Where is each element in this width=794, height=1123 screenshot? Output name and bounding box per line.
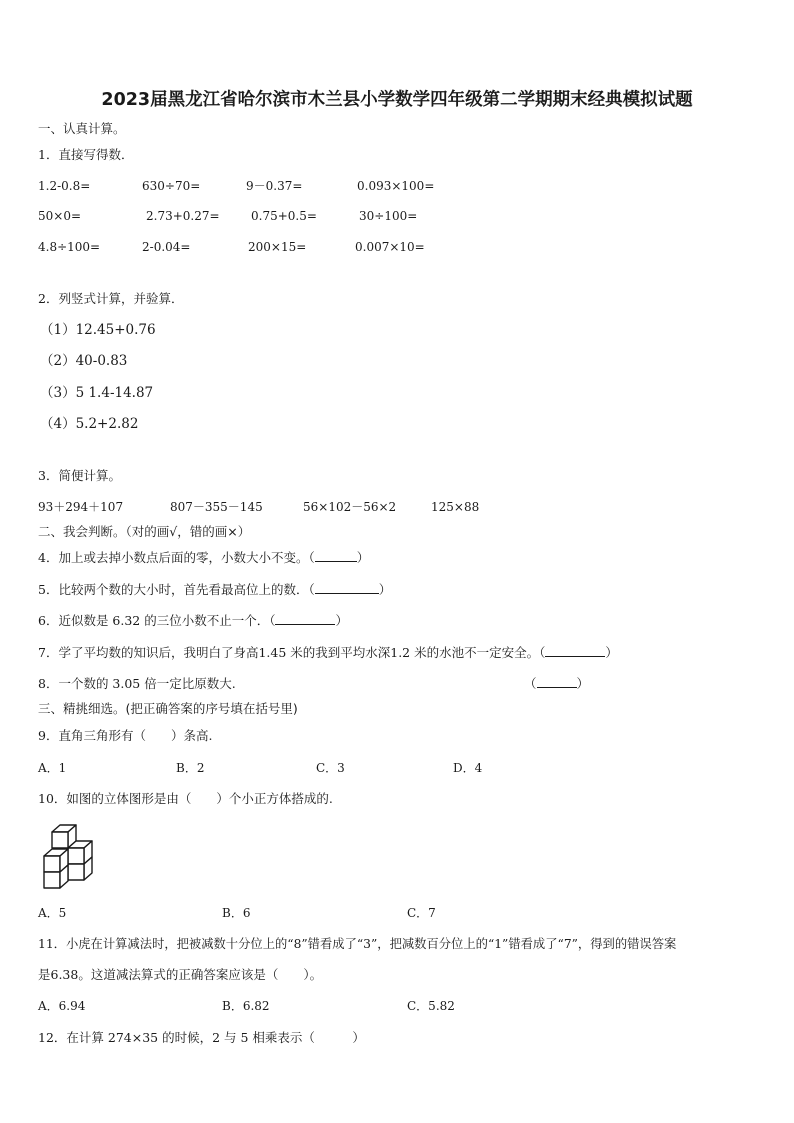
option[interactable]: A．5 (38, 906, 67, 920)
section-2-heading: 二、我会判断。（对的画√，错的画×） (38, 524, 251, 539)
option[interactable]: B．6 (222, 906, 251, 920)
question-5 (38, 581, 391, 599)
calc-cell: 0.007×10= (355, 240, 425, 254)
answer-blank[interactable] (275, 612, 335, 625)
answer-blank[interactable] (315, 581, 379, 594)
calc-cell: 9－0.37= (246, 179, 303, 193)
question-8-text: 8．一个数的 3.05 倍一定比原数大. (38, 676, 236, 691)
calc-cell: 200×15= (248, 240, 307, 254)
cube-front-face (52, 832, 68, 848)
cube-front-face (44, 872, 60, 888)
section-3-heading: 三、精挑细选。(把正确答案的序号填在括号里) (38, 701, 298, 716)
option[interactable]: B．6.82 (222, 999, 270, 1013)
q3-item: 56×102－56×2 (303, 500, 397, 514)
page-title: 2023届黑龙江省哈尔滨市木兰县小学数学四年级第二学期期末经典模拟试题 (101, 90, 693, 110)
calc-cell: 0.093×100= (357, 179, 435, 193)
option[interactable]: A．1 (38, 761, 67, 775)
q4-text: 4．加上或去掉小数点后面的零，小数大小不变。（ (38, 550, 315, 565)
section-1-heading: 一、认真计算。 (38, 121, 126, 136)
question-12-stem: 12．在计算 274×35 的时候，2 与 5 相乘表示（ ） (38, 1030, 365, 1045)
q6-close: ） (335, 613, 348, 628)
option[interactable]: C．7 (407, 906, 436, 920)
calc-cell: 50×0= (38, 209, 82, 223)
calc-cell: 2.73+0.27= (146, 209, 220, 223)
cube-stack-figure (38, 822, 96, 890)
q2-item: （3）5 1.4-14.87 (40, 385, 154, 401)
option[interactable]: D．4 (453, 761, 483, 775)
question-9-stem: 9．直角三角形有（ ）条高. (38, 728, 213, 743)
answer-blank[interactable] (545, 644, 605, 657)
q2-item: （1）12.45+0.76 (40, 322, 156, 338)
question-2-stem: 2．列竖式计算，并验算． (38, 291, 184, 306)
q5-close: ） (378, 582, 392, 597)
q5-text: 5．比较两个数的大小时，首先看最高位上的数．（ (38, 582, 315, 597)
cube-front-face (68, 864, 84, 880)
option[interactable]: C．5.82 (407, 999, 455, 1013)
q2-item: （2）40-0.83 (40, 353, 128, 369)
cube-front-face (68, 848, 84, 864)
question-10-stem: 10．如图的立体图形是由（ ）个小正方体搭成的. (38, 791, 333, 806)
question-11-line1: 11．小虎在计算减法时，把被减数十分位上的“8”错看成了“3”，把减数百分位上的“1”错看成了“7”，得到的错误答案 (38, 937, 677, 951)
calc-cell: 0.75+0.5= (251, 209, 317, 223)
question-3-stem: 3．简便计算。 (38, 468, 121, 483)
q7-text: 7．学了平均数的知识后，我明白了身高1.45 米的我到平均水深1.2 米的水池不一定安全。（ (38, 645, 546, 660)
calc-cell: 630÷70= (142, 179, 201, 193)
cube-front-face (44, 856, 60, 872)
q3-item: 807－355－145 (170, 500, 263, 514)
q6-text: 6．近似数是 6.32 的三位小数不止一个．（ (38, 613, 276, 628)
option[interactable]: C．3 (316, 761, 345, 775)
q4-close: ） (356, 550, 370, 565)
question-4 (38, 549, 369, 567)
question-11-line2: 是6.38。这道减法算式的正确答案应该是（ ）。 (38, 967, 323, 982)
question-1-stem: 1．直接写得数． (38, 147, 134, 162)
q8-close: ） (576, 676, 590, 691)
calc-cell: 1.2-0.8= (38, 179, 91, 193)
question-7 (38, 644, 618, 662)
calc-cell: 2-0.04= (142, 240, 191, 254)
q2-item: （4）5.2+2.82 (40, 416, 139, 432)
question-6 (38, 612, 348, 630)
option[interactable]: B．2 (176, 761, 205, 775)
q7-close: ） (605, 645, 618, 660)
q3-item: 125×88 (431, 500, 480, 514)
calc-cell: 4.8÷100= (38, 240, 101, 254)
question-8-answer (524, 675, 589, 693)
answer-blank[interactable] (537, 675, 577, 688)
option[interactable]: A．6.94 (38, 999, 86, 1013)
answer-blank[interactable] (315, 549, 357, 562)
q3-item: 93＋294＋107 (38, 500, 124, 514)
q8-open: （ (524, 676, 537, 691)
calc-cell: 30÷100= (359, 209, 418, 223)
